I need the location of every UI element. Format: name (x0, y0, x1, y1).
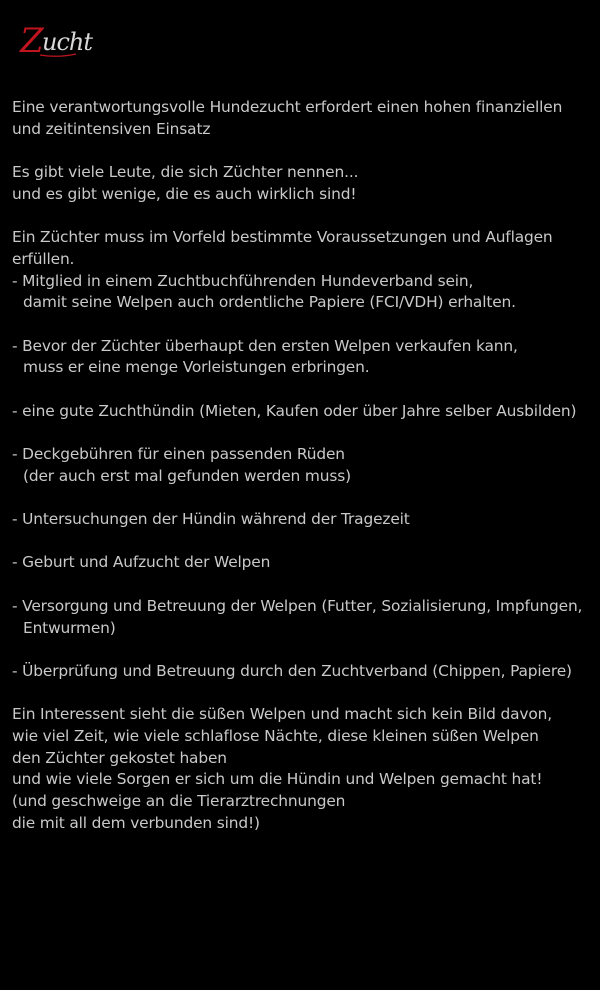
zucht-logo-graphic (18, 14, 98, 64)
text-line: die mit all dem verbunden sind!) (12, 813, 260, 832)
text-line: muss er eine menge Vorleistungen erbringen. (23, 358, 370, 377)
text-line: Eine verantwortungsvolle Hundezucht erfordert einen hohen finanziellen (12, 98, 563, 116)
text-line: - Überprüfung und Betreuung durch den Zuchtverband (Chippen, Papiere) (12, 661, 572, 680)
paragraph (12, 97, 600, 140)
text-line: (der auch erst mal gefunden werden muss) (23, 466, 351, 485)
paragraph (12, 552, 600, 574)
text-line: - Mitglied in einem Zuchtbuchführenden Hundeverband sein, (12, 271, 474, 290)
paragraph (12, 336, 600, 379)
text-line: erfüllen. (12, 249, 75, 268)
text-line: - Geburt und Aufzucht der Welpen (12, 553, 271, 572)
paragraph (12, 661, 600, 683)
text-line: den Züchter gekostet haben (12, 748, 227, 767)
text-line: - Versorgung und Betreuung der Welpen (Futter, Sozialisierung, Impfungen, (12, 596, 583, 615)
logo-letter-z: Z (20, 21, 44, 61)
text-line: und wie viele Sorgen er sich um die Hündin und Welpen gemacht hat! (12, 770, 543, 789)
paragraph (12, 227, 600, 314)
text-line: Es gibt viele Leute, die sich Züchter nennen... (12, 163, 359, 182)
text-line: Ein Interessent sieht die süßen Welpen und macht sich kein Bild davon, (12, 705, 553, 724)
text-line: - Bevor der Züchter überhaupt den ersten Welpen verkaufen kann, (12, 336, 518, 355)
text-line: Ein Züchter muss im Vorfeld bestimmte Voraussetzungen und Auflagen (12, 228, 553, 247)
text-line: Entwurmen) (23, 618, 116, 637)
text-line: - Deckgebühren für einen passenden Rüden (12, 445, 345, 463)
text-line: - Untersuchungen der Hündin während der Tragezeit (12, 510, 410, 529)
paragraph (12, 444, 600, 487)
text-line: wie viel Zeit, wie viele schlaflose Nächte, diese kleinen süßen Welpen (12, 726, 539, 745)
breeding-info-text (12, 97, 600, 856)
text-line: (und geschweige an die Tierarztrechnungen (12, 792, 346, 810)
text-line: und zeitintensiven Einsatz (12, 119, 211, 138)
paragraph (12, 596, 600, 639)
text-line: damit seine Welpen auch ordentliche Papiere (FCI/VDH) erhalten. (23, 293, 516, 312)
text-line: - eine gute Zuchthündin (Mieten, Kaufen oder über Jahre selber Ausbilden) (12, 401, 577, 420)
site-logo[interactable] (18, 14, 98, 64)
paragraph (12, 401, 600, 423)
paragraph (12, 162, 600, 205)
paragraph (12, 509, 600, 531)
text-line: und es gibt wenige, die es auch wirklich sind! (12, 184, 357, 203)
paragraph (12, 704, 600, 834)
logo-letters-ucht: ucht (42, 28, 92, 56)
